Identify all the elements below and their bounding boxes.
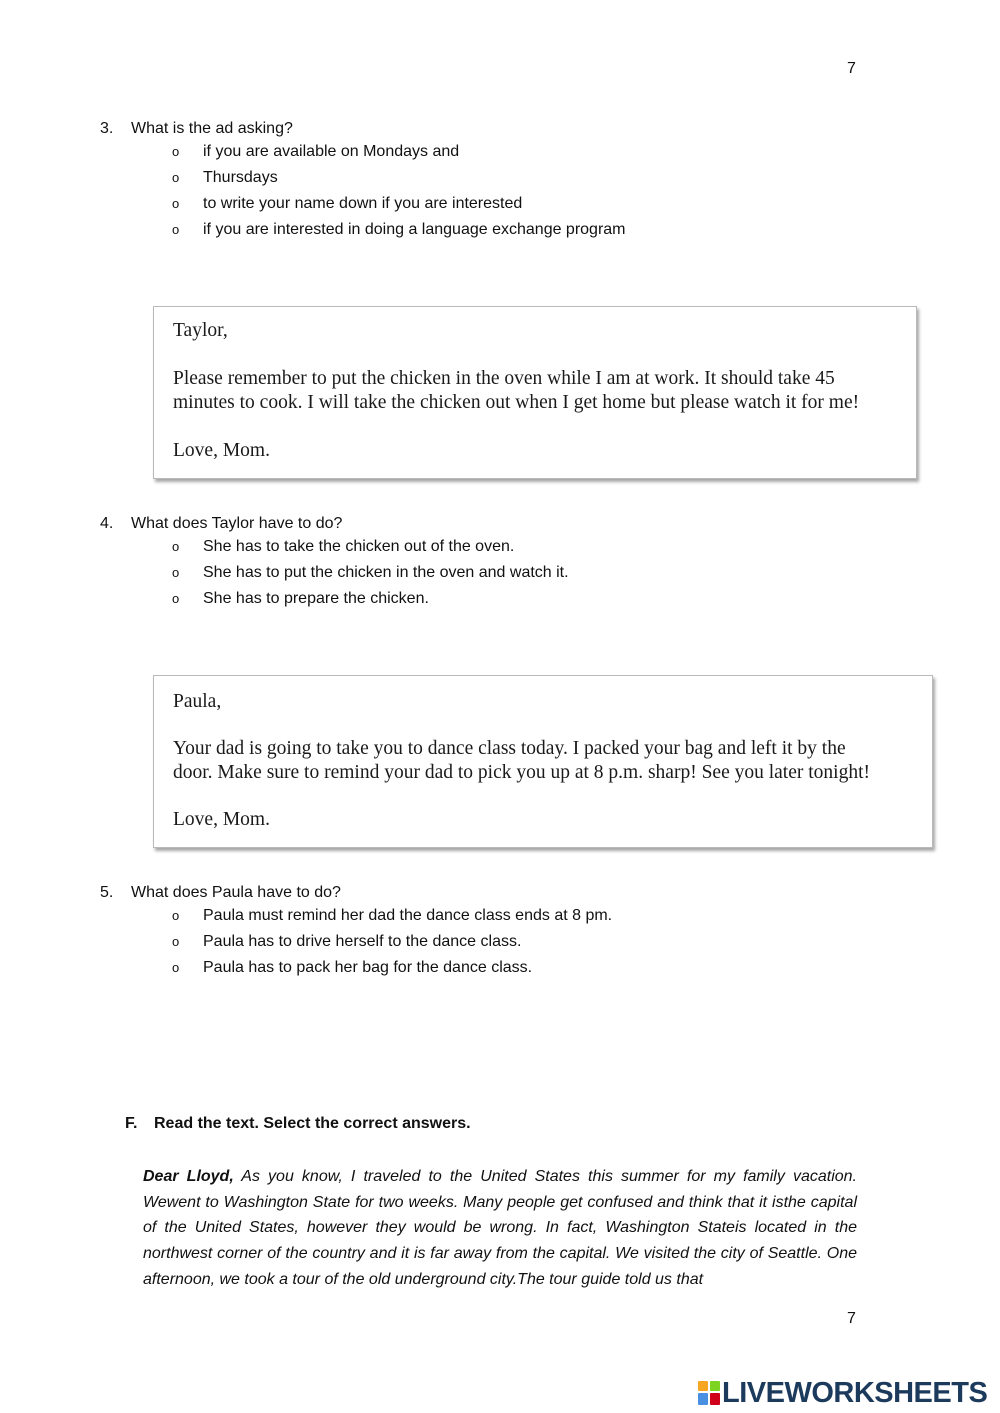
note-taylor-line-1: Please remember to put the chicken in the oven while I am at work. It should take 45: [173, 368, 835, 389]
option-label: Thursdays: [203, 169, 278, 186]
option-label: if you are available on Mondays and: [203, 143, 460, 160]
page-number-top: 7: [847, 60, 856, 77]
option-item[interactable]: [172, 139, 626, 165]
liveworksheets-logo-text: LIVEWORKSHEETS: [722, 1377, 988, 1409]
option-label: She has to prepare the chicken.: [203, 590, 429, 607]
option-item[interactable]: [172, 586, 569, 612]
question-3-number: 3.: [100, 120, 114, 137]
option-label: She has to put the chicken in the oven and watch it.: [203, 564, 569, 581]
option-label: Paula must remind her dad the dance class ends at 8 pm.: [203, 907, 613, 924]
question-4: [100, 515, 342, 533]
note-taylor: [153, 306, 917, 479]
radio-bullet-icon[interactable]: o: [172, 170, 180, 185]
note-paula-line-2: door. Make sure to remind your dad to pick you up at 8 p.m. sharp! See you later tonight!: [173, 762, 870, 783]
option-item[interactable]: [172, 534, 569, 560]
note-paula-line-1: Your dad is going to take you to dance class today. I packed your bag and left it by the: [173, 738, 846, 759]
note-paula-salutation: Paula,: [173, 691, 222, 712]
radio-bullet-icon[interactable]: o: [172, 960, 180, 975]
section-f-heading: [125, 1115, 471, 1133]
radio-bullet-icon[interactable]: o: [172, 591, 180, 606]
logo-mark-block-4: [710, 1393, 720, 1405]
radio-bullet-icon[interactable]: o: [172, 144, 180, 159]
note-taylor-salutation: Taylor,: [173, 320, 228, 341]
radio-bullet-icon[interactable]: o: [172, 934, 180, 949]
option-label: Paula has to pack her bag for the dance class.: [203, 959, 533, 976]
question-5-text: What does Paula have to do?: [131, 884, 341, 901]
note-taylor-line-2: minutes to cook. I will take the chicken out when I get home but please watch it for me!: [173, 392, 860, 413]
question-4-number: 4.: [100, 515, 114, 532]
option-label: to write your name down if you are interested: [203, 195, 523, 212]
option-item[interactable]: [172, 955, 612, 981]
radio-bullet-icon[interactable]: o: [172, 196, 180, 211]
logo-mark-block-2: [710, 1381, 720, 1391]
liveworksheets-logo: [698, 1378, 987, 1408]
question-5-options: [172, 903, 612, 981]
question-5-number: 5.: [100, 884, 114, 901]
note-paula-signoff: Love, Mom.: [173, 809, 270, 830]
letter-greeting: Dear Lloyd,: [143, 1168, 234, 1185]
question-3: [100, 120, 293, 138]
radio-bullet-icon[interactable]: o: [172, 908, 180, 923]
option-item[interactable]: [172, 165, 626, 191]
page-number-bottom: 7: [847, 1310, 856, 1327]
question-3-text: What is the ad asking?: [131, 120, 293, 137]
option-label: She has to take the chicken out of the oven.: [203, 538, 515, 555]
question-3-options: [172, 139, 626, 243]
radio-bullet-icon[interactable]: o: [172, 565, 180, 580]
letter-passage: [143, 1164, 857, 1293]
radio-bullet-icon[interactable]: o: [172, 222, 180, 237]
option-item[interactable]: [172, 191, 626, 217]
liveworksheets-logo-icon: [698, 1381, 720, 1405]
note-taylor-signoff: Love, Mom.: [173, 440, 270, 461]
logo-mark-block-1: [698, 1381, 708, 1391]
question-4-text: What does Taylor have to do?: [131, 515, 343, 532]
option-item[interactable]: [172, 929, 612, 955]
note-paula: [153, 675, 933, 848]
question-5: [100, 884, 341, 902]
option-item[interactable]: [172, 217, 626, 243]
section-f-letter: F.: [125, 1115, 138, 1132]
question-4-options: [172, 534, 569, 612]
option-label: if you are interested in doing a language exchange program: [203, 221, 626, 238]
section-f-title: Read the text. Select the correct answers.: [154, 1115, 471, 1132]
option-item[interactable]: [172, 560, 569, 586]
radio-bullet-icon[interactable]: o: [172, 539, 180, 554]
option-item[interactable]: [172, 903, 612, 929]
option-label: Paula has to drive herself to the dance class.: [203, 933, 522, 950]
logo-mark-block-3: [698, 1393, 708, 1405]
letter-body: As you know, I traveled to the United States this summer for my family vacation. Wewent to Washington State for two weeks. Many people get confused and think that it isthe capital of the United States, however they would be wrong. In fact, Washington Stateis located in the northwest corner of the country and it is far away from the capital. We visited the city of Seattle. One afternoon, we took a tour of the old underground city.The tour guide told us that: [143, 1168, 857, 1288]
